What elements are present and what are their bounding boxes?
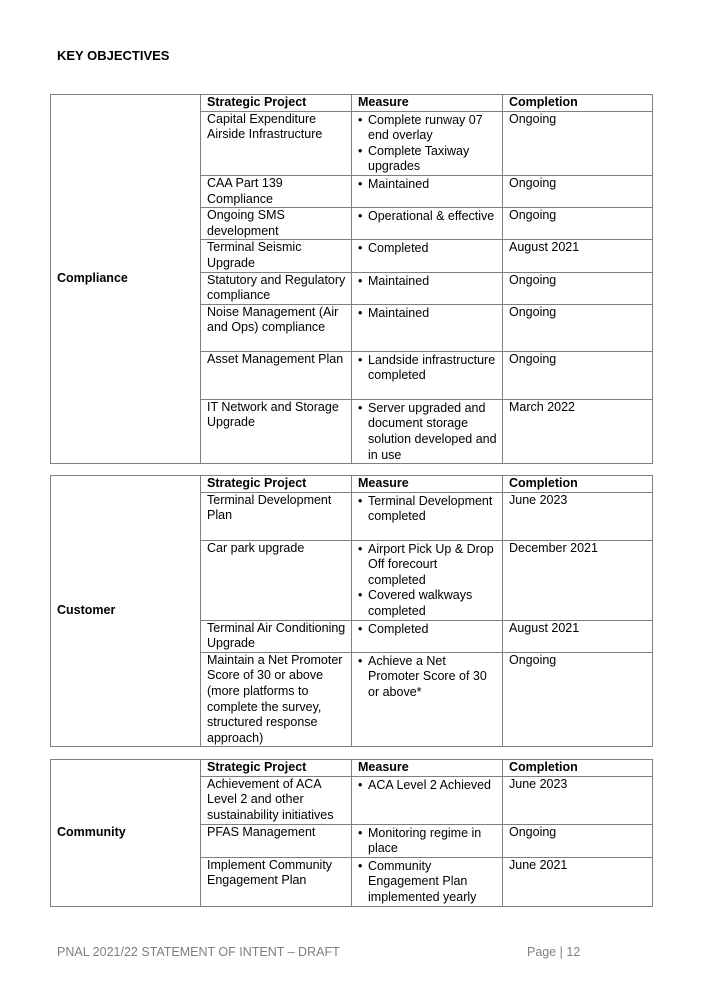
header-completion: Completion <box>503 476 653 493</box>
header-strategic-project: Strategic Project <box>201 95 352 112</box>
measure-cell <box>352 351 503 399</box>
compliance-table <box>50 94 653 464</box>
measure-item: • Complete runway 07 end overlay <box>358 113 498 144</box>
measure-cell <box>352 857 503 906</box>
completion-cell: Ongoing <box>503 111 653 175</box>
measure-cell <box>352 304 503 351</box>
project-cell: Statutory and Regulatory compliance <box>201 272 352 304</box>
measure-cell <box>352 399 503 463</box>
completion-cell: Ongoing <box>503 272 653 304</box>
footer-document-title: PNAL 2021/22 STATEMENT OF INTENT – DRAFT <box>57 945 340 959</box>
completion-cell: Ongoing <box>503 351 653 399</box>
measure-cell <box>352 824 503 857</box>
project-cell: Achievement of ACA Level 2 and other sustainability initiatives <box>201 776 352 824</box>
measure-item: • Maintained <box>358 177 498 193</box>
project-cell: Terminal Seismic Upgrade <box>201 240 352 272</box>
project-cell: Asset Management Plan <box>201 351 352 399</box>
measure-cell <box>352 492 503 540</box>
project-cell: IT Network and Storage Upgrade <box>201 399 352 463</box>
completion-cell: Ongoing <box>503 175 653 207</box>
header-strategic-project: Strategic Project <box>201 760 352 777</box>
measure-item: • Completed <box>358 622 498 638</box>
measure-item: • Server upgraded and document storage solution developed and in use <box>358 401 498 463</box>
completion-cell: March 2022 <box>503 399 653 463</box>
completion-cell: Ongoing <box>503 208 653 240</box>
header-measure: Measure <box>352 476 503 493</box>
project-cell: Implement Community Engagement Plan <box>201 857 352 906</box>
measure-item: • Completed <box>358 241 498 257</box>
header-strategic-project: Strategic Project <box>201 476 352 493</box>
measure-item: • Complete Taxiway upgrades <box>358 144 498 175</box>
category-label: Compliance <box>51 95 201 464</box>
measure-item: • ACA Level 2 Achieved <box>358 778 498 794</box>
measure-item: • Maintained <box>358 274 498 290</box>
completion-cell: Ongoing <box>503 652 653 747</box>
project-cell: Terminal Development Plan <box>201 492 352 540</box>
project-cell: Car park upgrade <box>201 540 352 620</box>
project-cell: PFAS Management <box>201 824 352 857</box>
measure-cell <box>352 175 503 207</box>
measure-item: • Maintained <box>358 306 498 322</box>
measure-item: • Landside infrastructure completed <box>358 353 498 384</box>
measure-cell <box>352 620 503 652</box>
table-header-row <box>51 95 653 112</box>
measure-cell <box>352 540 503 620</box>
measure-cell <box>352 272 503 304</box>
header-measure: Measure <box>352 95 503 112</box>
customer-table <box>50 475 653 747</box>
project-cell: Maintain a Net Promoter Score of 30 or above (more platforms to complete the survey, structured response approach) <box>201 652 352 747</box>
table-header-row <box>51 760 653 777</box>
measure-item: • Covered walkways completed <box>358 588 498 619</box>
header-completion: Completion <box>503 95 653 112</box>
completion-cell: June 2023 <box>503 492 653 540</box>
header-completion: Completion <box>503 760 653 777</box>
measure-cell <box>352 776 503 824</box>
completion-cell: August 2021 <box>503 240 653 272</box>
page-heading: KEY OBJECTIVES <box>57 48 170 63</box>
measure-cell <box>352 208 503 240</box>
measure-item: • Achieve a Net Promoter Score of 30 or above* <box>358 654 498 701</box>
project-cell: Noise Management (Air and Ops) compliance <box>201 304 352 351</box>
completion-cell: Ongoing <box>503 304 653 351</box>
category-label: Community <box>51 760 201 907</box>
completion-cell: June 2023 <box>503 776 653 824</box>
measure-cell <box>352 111 503 175</box>
measure-cell <box>352 652 503 747</box>
header-measure: Measure <box>352 760 503 777</box>
project-cell: Capital Expenditure Airside Infrastructure <box>201 111 352 175</box>
project-cell: Terminal Air Conditioning Upgrade <box>201 620 352 652</box>
measure-item: • Community Engagement Plan implemented yearly <box>358 859 498 906</box>
table-header-row <box>51 476 653 493</box>
measure-item: • Terminal Development completed <box>358 494 498 525</box>
completion-cell: August 2021 <box>503 620 653 652</box>
project-cell: CAA Part 139 Compliance <box>201 175 352 207</box>
measure-item: • Airport Pick Up & Drop Off forecourt completed <box>358 542 498 589</box>
completion-cell: Ongoing <box>503 824 653 857</box>
community-table <box>50 759 653 907</box>
category-label: Customer <box>51 476 201 747</box>
footer-page-number: Page | 12 <box>527 945 581 959</box>
measure-item: • Monitoring regime in place <box>358 826 498 857</box>
measure-cell <box>352 240 503 272</box>
completion-cell: June 2021 <box>503 857 653 906</box>
project-cell: Ongoing SMS development <box>201 208 352 240</box>
measure-item: • Operational & effective <box>358 209 498 225</box>
completion-cell: December 2021 <box>503 540 653 620</box>
